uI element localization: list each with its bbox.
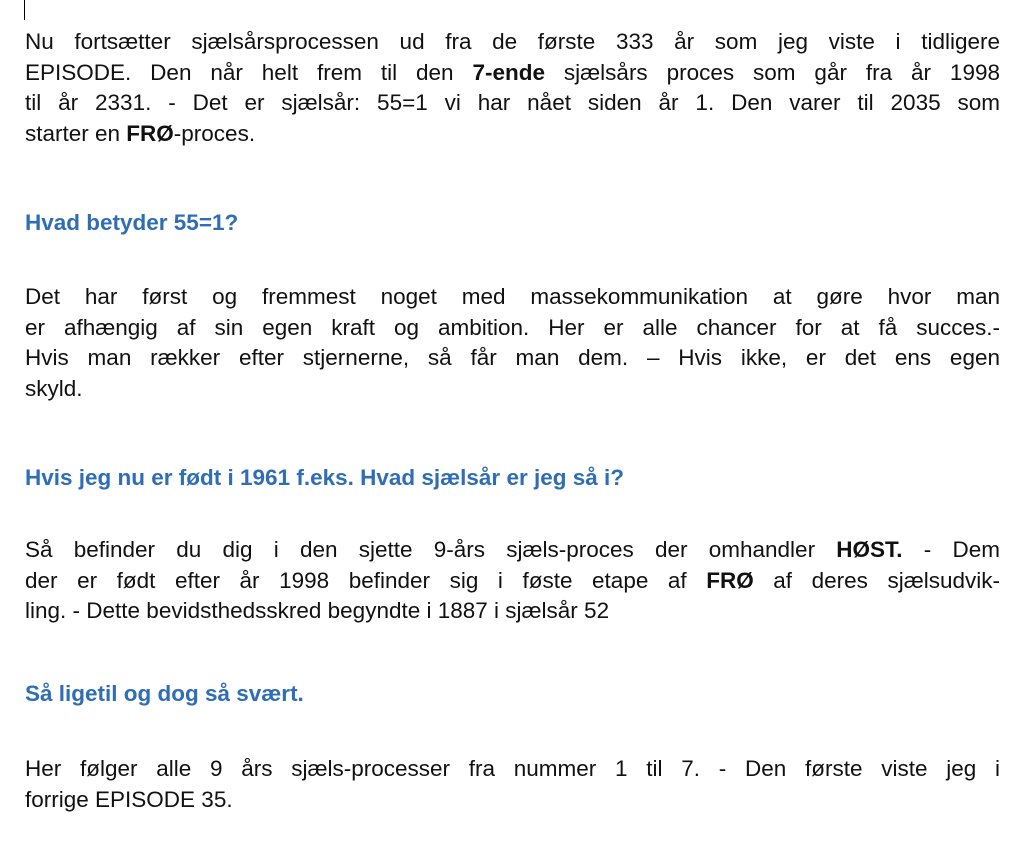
paragraph-answer <box>25 282 1000 404</box>
text-run: EPISODE. Den når helt frem til den <box>25 59 473 85</box>
section-heading: Så ligetil og dog så svært. <box>25 681 304 706</box>
bold-text: HØST. <box>836 537 903 562</box>
paragraph-line <box>25 566 1000 597</box>
paragraph-line: til år 2331. - Det er sjælsår: 55=1 vi har nået siden år 1. Den varer til 2035 som <box>25 90 1000 115</box>
text-run: starter en <box>25 120 127 146</box>
paragraph-harvest <box>25 535 1000 627</box>
section-heading: Hvad betyder 55=1? <box>25 210 239 235</box>
bold-text: FRØ <box>126 120 174 146</box>
section-heading: Hvis jeg nu er født i 1961 f.eks. Hvad sjælsår er jeg så i? <box>25 465 624 490</box>
paragraph-line: er afhængig af sin egen kraft og ambition. Her er alle chancer for at få succes.- <box>25 314 1000 340</box>
text-run: - Dem <box>902 537 1001 562</box>
paragraph-line: ling. - Dette bevidsthedsskred begyndte i 1887 i sjælsår 52 <box>25 598 610 623</box>
paragraph-line <box>25 535 1000 566</box>
paragraph-processes <box>25 754 1000 815</box>
paragraph-line <box>25 119 1000 150</box>
text-cursor <box>24 0 25 20</box>
paragraph-line: Det har først og fremmest noget med massekommunikation at gøre hvor man <box>25 284 1000 309</box>
bold-text: 7-ende <box>472 59 546 85</box>
text-run: sjælsårs proces som går fra år 1998 <box>545 59 1000 85</box>
paragraph-line <box>25 58 1000 89</box>
paragraph-line: Her følger alle 9 års sjæls-processer fra nummer 1 til 7. - Den første viste jeg i <box>25 756 1000 781</box>
paragraph-line: forrige EPISODE 35. <box>25 786 233 812</box>
text-run: Så befinder du dig i den sjette 9-års sjæls-proces der omhandler <box>25 537 837 562</box>
paragraph-line: Nu fortsætter sjælsårsprocessen ud fra de første 333 år som jeg viste i tidligere <box>25 29 1000 54</box>
paragraph-line: Hvis man rækker efter stjernerne, så får man dem. – Hvis ikke, er det ens egen <box>25 345 1000 370</box>
paragraph-line: skyld. <box>25 375 83 401</box>
text-run: -proces. <box>173 120 256 146</box>
bold-text: FRØ <box>706 567 754 593</box>
paragraph-intro <box>25 27 1000 149</box>
text-run: der er født efter år 1998 befinder sig i føste etape af <box>25 567 707 593</box>
text-run: af deres sjælsudvik- <box>753 567 1000 593</box>
